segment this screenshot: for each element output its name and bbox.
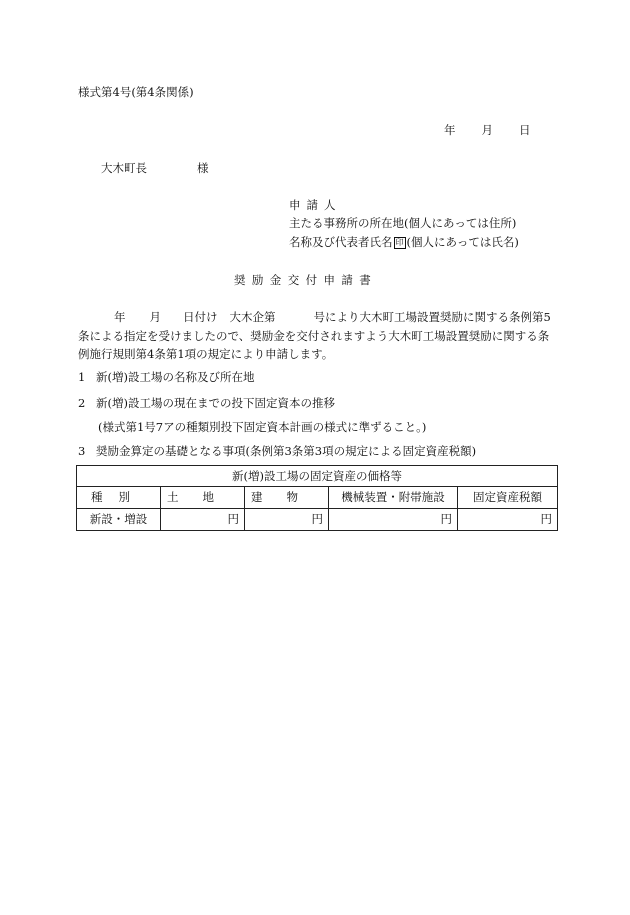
header-tax: 固定資産税額 <box>458 487 558 509</box>
document-title: 奨励金交付申請書 <box>234 273 378 287</box>
form-number: 様式第4号(第4条関係) <box>78 85 194 99</box>
table-row <box>77 509 558 531</box>
item-3 <box>78 443 476 459</box>
seal-mark: 印 <box>395 238 404 247</box>
applicant-name-line <box>289 234 519 250</box>
body-text: 号により大木町工場設置奨励に関する条例第5条による指定を受けましたので、奨励金を交付されますよう大木町工場設置奨励に関する条例施行規則第4条第1項の規定により申請します。 <box>78 310 551 361</box>
date-line <box>444 122 531 138</box>
addressee-honorific: 様 <box>197 161 209 175</box>
applicant-label: 申請人 <box>289 198 342 212</box>
header-type: 種別 <box>77 487 161 509</box>
applicant-name-prefix: 名称及び代表者氏名 <box>289 235 393 249</box>
land-value-cell[interactable]: 円 <box>161 509 245 531</box>
application-body <box>78 308 556 364</box>
table-header-row <box>77 487 558 509</box>
header-land: 土地 <box>161 487 245 509</box>
item-number: 2 <box>78 396 86 410</box>
header-machinery: 機械装置・附帯施設 <box>329 487 458 509</box>
body-ref-prefix: 大木企第 <box>229 310 276 324</box>
addressee <box>101 160 209 176</box>
applicant-address-line: 主たる事務所の所在地(個人にあっては住所) <box>289 216 517 230</box>
item-1 <box>78 369 254 385</box>
item-2 <box>78 395 335 411</box>
date-year: 年 <box>444 123 456 137</box>
machinery-value-cell[interactable]: 円 <box>329 509 458 531</box>
header-building: 建物 <box>245 487 329 509</box>
item-number: 3 <box>78 444 86 458</box>
item-text: 新(増)設工場の現在までの投下固定資本の推移 <box>96 396 335 410</box>
tax-value-cell[interactable]: 円 <box>458 509 558 531</box>
fixed-asset-table <box>76 465 558 531</box>
table-caption: 新(増)設工場の固定資産の価格等 <box>77 466 558 487</box>
row-label: 新設・増設 <box>77 509 161 531</box>
item-text: 奨励金算定の基礎となる事項(条例第3条第3項の規定による固定資産税額) <box>96 444 477 458</box>
date-day: 日 <box>519 123 531 137</box>
body-date-suffix: 日付け <box>183 310 218 324</box>
building-value-cell[interactable]: 円 <box>245 509 329 531</box>
applicant-name-suffix: (個人にあっては氏名) <box>406 235 519 249</box>
item-number: 1 <box>78 370 86 384</box>
body-year: 年 <box>114 310 126 324</box>
date-month: 月 <box>481 123 493 137</box>
body-month: 月 <box>149 310 161 324</box>
item-text: 新(増)設工場の名称及び所在地 <box>96 370 255 384</box>
item-2-note: (様式第1号7アの種類別投下固定資本計画の様式に準ずること。) <box>98 420 427 434</box>
addressee-name: 大木町長 <box>101 161 147 175</box>
